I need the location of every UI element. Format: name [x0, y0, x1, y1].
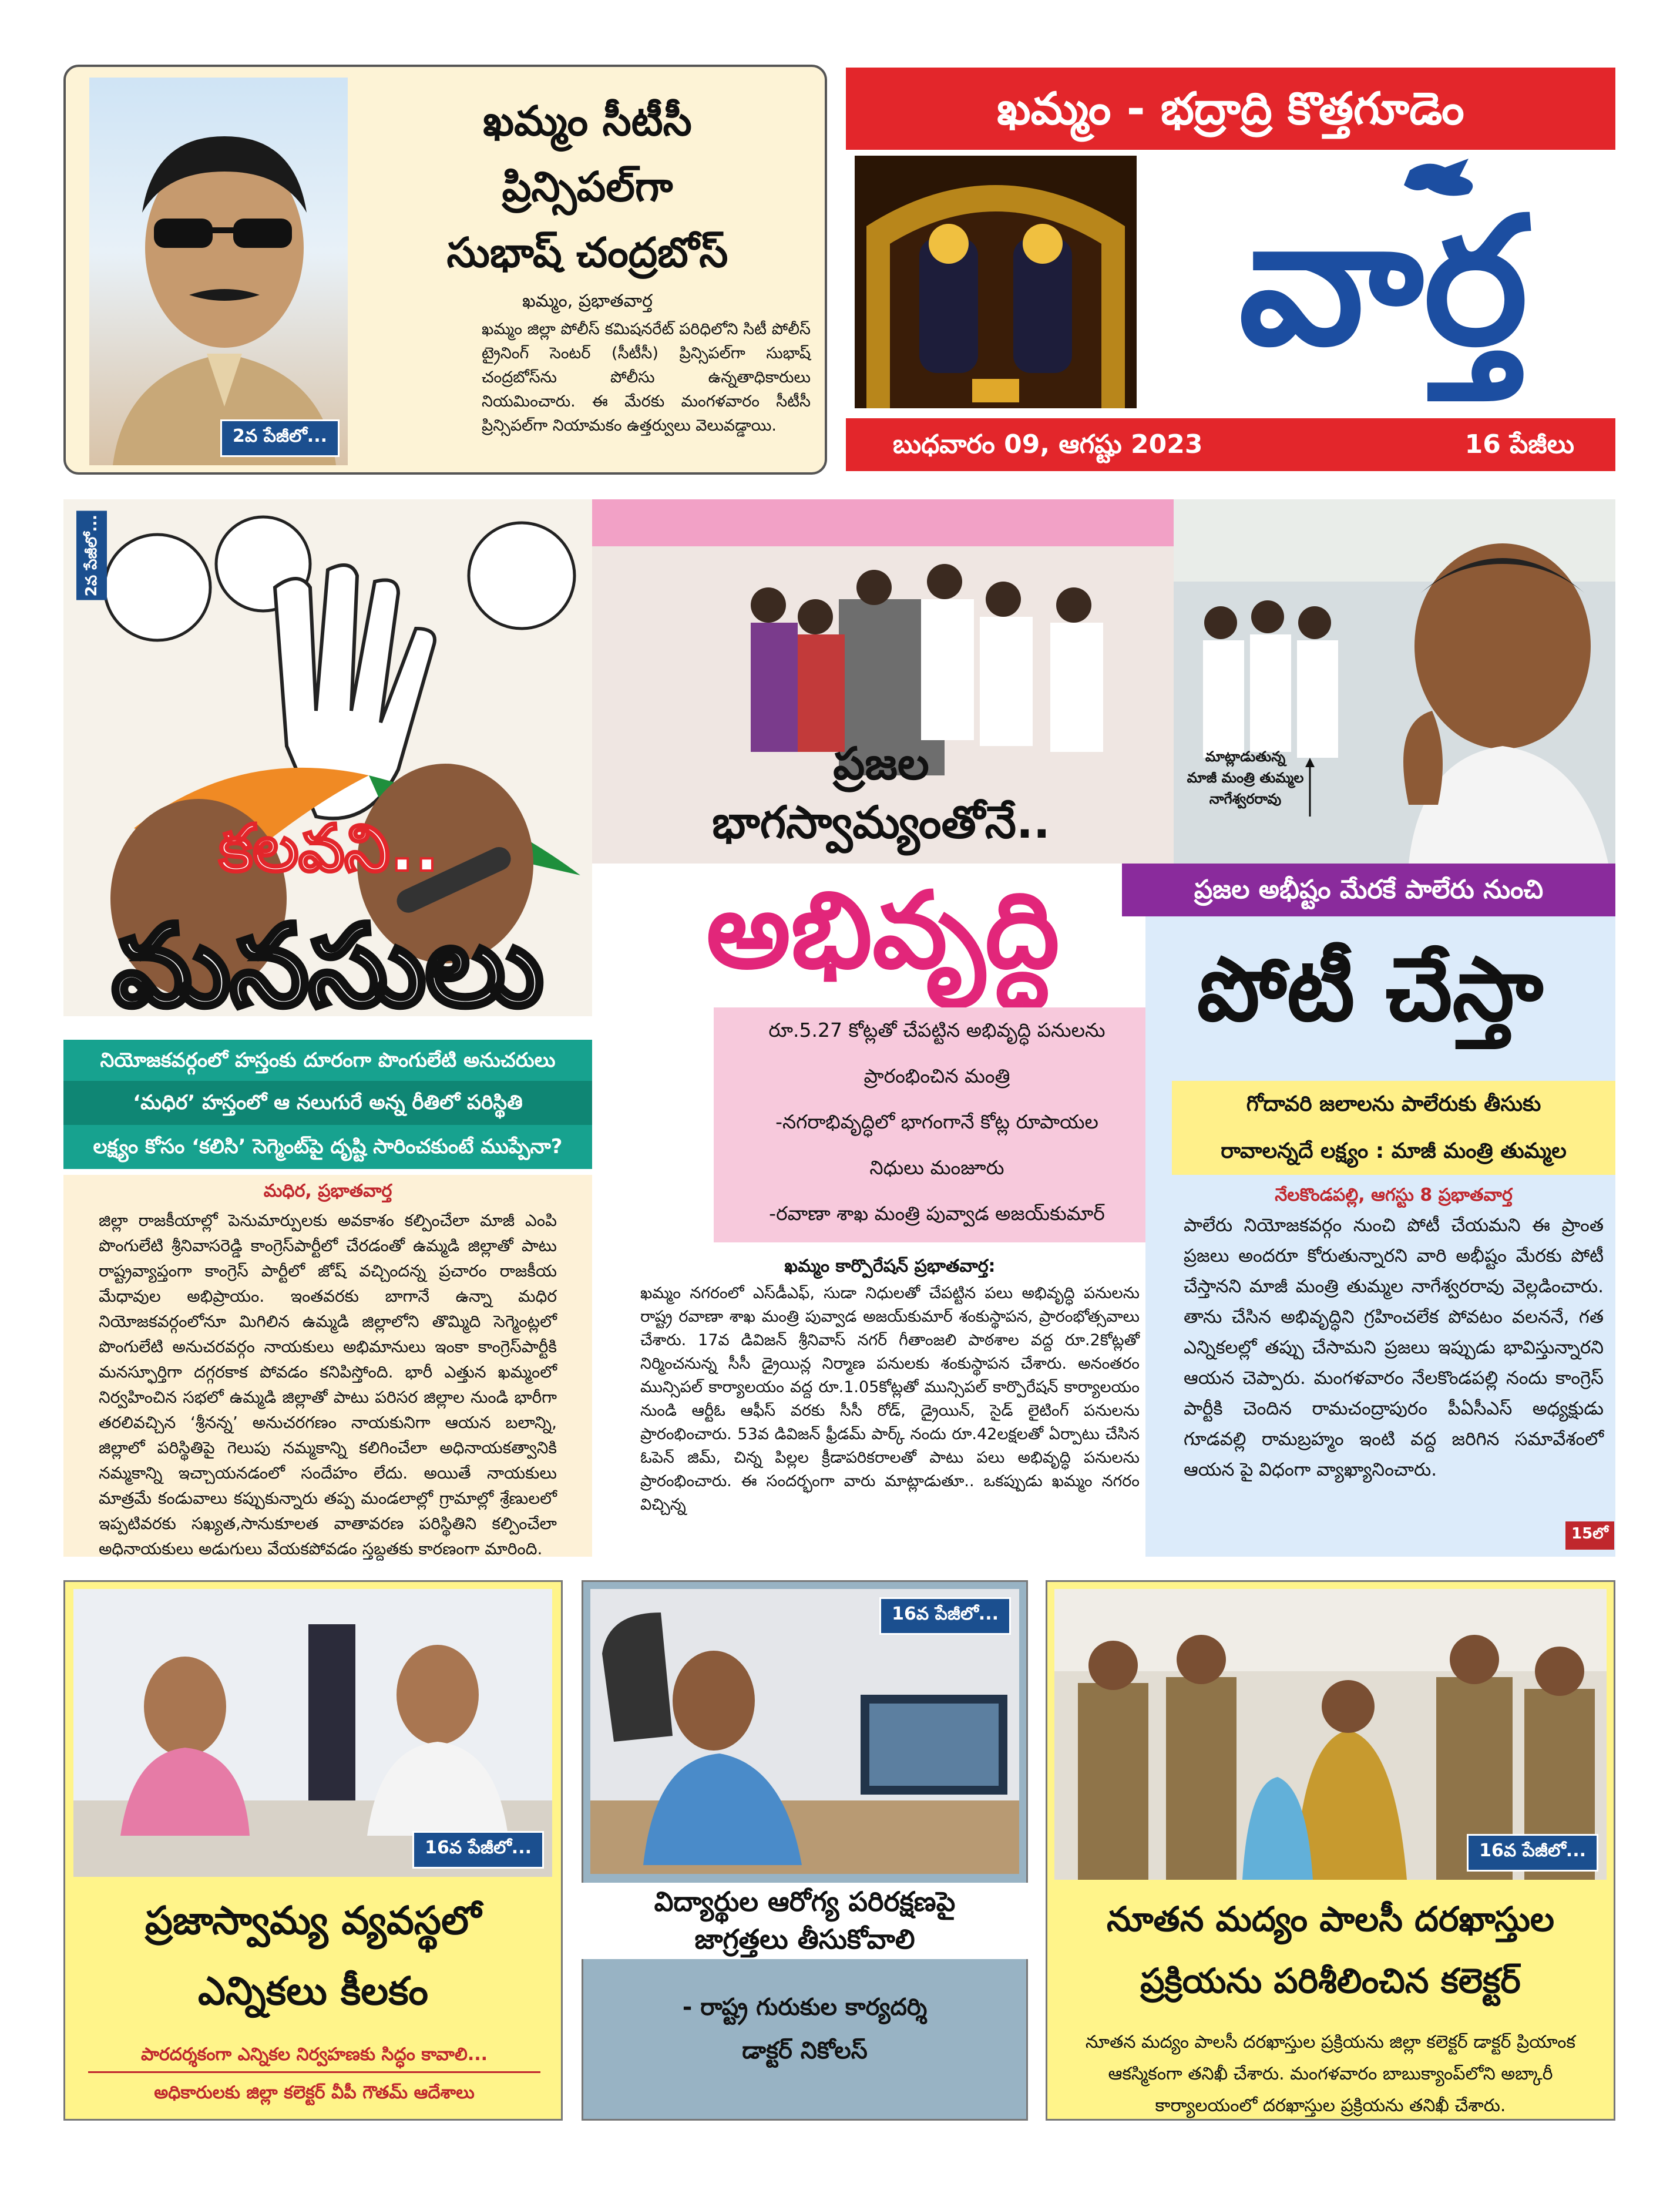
right-subheads	[1172, 1081, 1615, 1175]
left-subhead-3: లక్ష్యం కోసం ‘కలిసి’ సెగ్మెంట్‌పై దృష్టి సారించకుంటే ముప్పేనా?	[93, 1135, 563, 1158]
principal-page-ref[interactable]: 2వ పేజీలో...	[220, 419, 340, 457]
bottom-middle-headline	[582, 1883, 1028, 1959]
bottom-right-headline-2: ప్రక్రియను పరిశీలించిన కలెక్టర్	[1140, 1961, 1521, 2001]
right-body: పాలేరు నియోజకవర్గం నుంచి పోటీ చేయమని ఈ ప్రాంత ప్రజలు అందరూ కోరుతున్నారని వారి అభీష్టం మేరకు పోటీ చేస్తానని మాజీ మంత్రి తుమ్మల నాగేశ్వరరావు వెల్లడించారు. తాను చేసిన అభివృద్ధిని గ్రహించలేక పోవటం వలననే, గత ఎన్నికలల్లో తప్పు చేసామని ప్రజలు ఇప్పుడు భావిస్తున్నారని ఆయన చెప్పారు. మంగళవారం నేలకొండపల్లి నందు కాంగ్రెస్ పార్టీకి చెందిన రామచంద్రాపురం పీఏసీఎస్ అధ్యక్షుడు గూడవల్లి రామబ్రహ్మం ఇంటి వద్ద జరిగిన సమావేశంలో ఆయన పై విధంగా వ్యాఖ్యానించారు.	[1184, 1215, 1604, 1480]
center-dateline: ఖమ్మం కార్పొరేషన్ ప్రభాతవార్త:	[784, 1256, 996, 1276]
left-subhead-1: నియోజకవర్గంలో హస్తంకు దూరంగా పొంగులేటి అనుచరులు	[100, 1049, 556, 1072]
left-story-headline: మనసులు	[112, 901, 543, 1031]
bottom-right-body: నూతన మద్యం పాలసీ దరఖాస్తుల ప్రక్రియను జిల్లా కలెక్టర్ డాక్టర్ ప్రియాంక ఆకస్మికంగా తనిఖీ చేశారు. మంగళవారం బాబుక్యాంప్‌లోని అబ్కారీ కార్యాలయంలో దరఖాస్తుల ప్రక్రియను తనిఖీ చేశారు.	[1085, 2032, 1576, 2116]
bottom-left-photo	[73, 1589, 552, 1877]
left-story-body-box	[63, 1175, 592, 1557]
bottom-left-subhead-1: పారదర్శకంగా ఎన్నికల నిర్వహణకు సిద్ధం కావాలి...	[88, 2038, 540, 2073]
center-subhead-1: రూ.5.27 కోట్లతో చేపట్టిన అభివృద్ధి పనులను	[768, 1019, 1106, 1042]
bottom-middle-subhead-1: - రాష్ట్ర గురుకుల కార్యదర్శి	[682, 1994, 928, 2021]
bottom-right-page-ref[interactable]: 16వ పేజీలో...	[1467, 1834, 1598, 1872]
masthead-date: బుధవారం 09, ఆగష్టు 2023	[893, 429, 1203, 459]
center-headline: అభివృద్ధి	[592, 864, 1174, 999]
right-subhead-2: రావాలన్నదే లక్ష్యం : మాజీ మంత్రి తుమ్మల	[1221, 1139, 1567, 1163]
masthead-date-bar	[846, 418, 1615, 471]
principal-photo	[89, 78, 348, 465]
top-headline-line-1: ఖమ్మం సీటీసీ	[483, 97, 692, 145]
bottom-left-headline-1: ప్రజాస్వామ్య వ్యవస్థలో	[145, 1898, 482, 1943]
bottom-left-headline	[63, 1886, 563, 2027]
temple-deity-illustration	[855, 156, 1137, 408]
bottom-middle-page-ref[interactable]: 16వ పేజీలో...	[879, 1597, 1011, 1635]
bottom-left-headline-2: ఎన్నికలు కీలకం	[198, 1968, 428, 2014]
bottom-middle-headline-1: విద్యార్థుల ఆరోగ్య పరిరక్షణపై	[654, 1886, 956, 1917]
center-kicker	[617, 734, 1145, 852]
principal-portrait-illustration	[89, 78, 348, 465]
left-story-body: జిల్లా రాజకీయాల్లో పెనుమార్పులకు అవకాశం కల్పించేలా మాజీ ఎంపి పొంగులేటి శ్రీనివాసరెడ్డి కాంగ్రెస్‌పార్టీలో చేరడంతో ఉమ్మడి జిల్లాతో పాటు రాష్ట్రవ్యాప్తంగా కాంగ్రెస్ పార్టీలో జోష్ వచ్చిందన్న ప్రచారం రాజకీయ మేధావుల అభిప్రాయం. ఇంతవరకు బాగానే ఉన్నా మధిర నియోజకవర్గంలోనూ మిగిలిన ఉమ్మడి జిల్లాలోని తొమ్మిది సెగ్మెంట్లలో పొంగులేటి అనుచరవర్గం నాయకులు అభిమానులు ఇంకా కాంగ్రెస్‌పార్టీకి మనస్ఫూర్తిగా దగ్గరకాక పోవడం కనిపిస్తోంది. భారీ ఎత్తున ఖమ్మంలో నిర్వహించిన సభలో ఉమ్మడి జిల్లాతో పాటు పరిసర జిల్లాల నుండి భారీగా తరలివచ్చిన ‘శ్రీనన్న’ అనుచరగణం నాయకునిగా ఆయన బలాన్ని, జిల్లాలో పరిస్థితిపై గెలుపు నమ్మకాన్ని కలిగించేలా అధినాయకత్వానికి నమ్మకాన్ని ఇచ్చాయనడంలో సందేహం లేదు. అయితే నాయకులు మాత్రమే కండువాలు కప్పుకున్నారు తప్ప మండలాల్లో గ్రామాల్లో శ్రేణులలో ఇప్పటివరకు సఖ్యత,సానుకూలత వాతావరణ పరిస్థితిని కల్పించేలా అధినాయకులు అడుగులు వేయకపోవడం స్తబ్దతకు కారణంగా మారింది.	[99, 1211, 557, 1558]
center-subhead-3: -నగరాభివృద్ధిలో భాగంగానే కోట్ల రూపాయల	[775, 1110, 1098, 1133]
top-story-dateline: ఖమ్మం, ప్రభాతవార్త	[522, 291, 653, 311]
left-story-dateline: మధిర, ప్రభాతవార్త	[263, 1181, 392, 1201]
center-subhead-2: ప్రారంభించిన మంత్రి	[863, 1064, 1010, 1087]
masthead-logo	[1151, 153, 1615, 411]
bottom-middle-headline-2: జాగ్రత్తలు తీసుకోవాలి	[694, 1923, 915, 1955]
right-caption-line-3: నాగేశ్వరరావు	[1209, 791, 1282, 807]
center-subheads	[714, 1007, 1160, 1242]
right-caption-line-2: మాజీ మంత్రి తుమ్మల	[1187, 770, 1304, 786]
top-story-headline	[364, 88, 811, 285]
bottom-left-subhead-2: అధికారులకు జిల్లా కలెక్టర్ వీపీ గౌతమ్ ఆదేశాలు	[154, 2082, 475, 2103]
bottom-middle-subheads	[582, 1986, 1028, 2072]
center-story-text	[640, 1251, 1140, 1557]
right-subhead-1: గోదావరి జలాలను పాలేరుకు తీసుకు	[1246, 1092, 1541, 1116]
bottom-left-page-ref[interactable]: 16వ పేజీలో...	[412, 1831, 544, 1869]
top-story-body: ఖమ్మం జిల్లా పోలీస్ కమిషనరేట్ పరిధిలోని సిటీ పోలీస్ ట్రైనింగ్ సెంటర్ (సీటీసీ) ప్రిన్సిపల్‌గా సుభాష్ చంద్రబోస్‌ను పోలీసు ఉన్నతాధికారులు నియమించారు. ఈ మేరకు మంగళవారం సీటీసీ ప్రిన్సిపల్‌గా నియామకం ఉత్తర్వులు వెలువడ్డాయి.	[482, 320, 811, 435]
right-photo-caption	[1172, 746, 1319, 809]
masthead-title: వార్త	[1238, 179, 1528, 384]
left-subhead-2: ‘మధిర’ హస్తంలో ఆ నలుగురే అన్న రీతిలో పరిస్థితి	[63, 1081, 592, 1125]
center-kicker-line-2: భాగస్వామ్యంతోనే..	[712, 796, 1050, 848]
deity-photo	[855, 156, 1137, 408]
left-side-page-ref[interactable]: 2వ పేజీలో...	[76, 511, 107, 600]
center-subhead-5: -రవాణా శాఖ మంత్రి పువ్వాడ అజయ్‌కుమార్	[769, 1202, 1105, 1225]
right-dateline: నేలకొండపల్లి, ఆగస్టు 8 ప్రభాతవార్త	[1275, 1185, 1513, 1205]
right-kicker: ప్రజల అభీష్టం మేరకే పాలేరు నుంచి	[1122, 864, 1615, 916]
bottom-middle-subhead-2: డాక్టర్ నికోలస్	[742, 2037, 868, 2064]
center-kicker-line-1: ప్రజల	[833, 737, 929, 790]
caption-arrow-icon	[1304, 758, 1316, 817]
left-story-kicker: కలవని..	[219, 811, 439, 886]
bottom-middle-photo	[590, 1589, 1019, 1874]
right-caption-line-1: మాట్లాడుతున్న	[1205, 748, 1286, 765]
center-subhead-4: నిధులు మంజూరు	[869, 1156, 1004, 1179]
top-headline-line-3: సుభాష్ చంద్రబోస్	[446, 229, 728, 277]
bottom-right-headline-1: నూతన మద్యం పాలసీ దరఖాస్తుల	[1106, 1899, 1555, 1939]
bottom-right-photo	[1054, 1589, 1607, 1880]
right-page-ref[interactable]: 15లో	[1565, 1521, 1614, 1550]
bottom-right-headline	[1046, 1889, 1615, 2012]
top-headline-line-2: ప్రిన్సిపల్‌గా	[502, 163, 673, 211]
center-body: ఖమ్మం నగరంలో ఎస్‌డీఎఫ్, సుడా నిధులతో చేపట్టిన పలు అభివృద్ధి పనులను రాష్ట్ర రవాణా శాఖ మంత్రి పువ్వాడ అజయ్‌కుమార్ శంకుస్థాపన, ప్రారంభోత్సవాలు చేశారు. 17వ డివిజన్ శ్రీనివాస్ నగర్ గీతాంజలి పాఠశాల వద్ద రూ.2కోట్లతో నిర్మించనున్న సీసీ డ్రైయిన్ల నిర్మాణ పనులకు శంకుస్థాపన చేశారు. అనంతరం మున్సిపల్ కార్యాలయం వద్ద రూ.1.05కోట్లతో మున్సిపల్ కార్పొరేషన్ కార్యాలయం నుండి ఆర్టీఓ ఆఫీస్ వరకు సీసీ రోడ్, డ్రైయిన్, సైడ్ లైటింగ్ పనులను ప్రారంభించారు. 53వ డివిజన్ ఫ్రీడమ్ పార్క్ నందు రూ.42లక్షలతో ఏర్పాటు చేసిన ఓపెన్ జిమ్, చిన్న పిల్లల క్రీడాపరికరాలతో పాటు పలు అభివృద్ధి పనులను ప్రారంభించారు. ఈ సందర్భంగా వారు మాట్లాడుతూ.. ఒకప్పుడు ఖమ్మం నగరం విచ్చిన్న	[640, 1284, 1140, 1514]
right-story-text	[1184, 1181, 1604, 1557]
left-story-subheads	[63, 1040, 592, 1169]
right-headline: పోటీ చేస్తా	[1197, 939, 1544, 1041]
masthead-region-banner: ఖమ్మం - భద్రాద్రి కొత్తగూడెం	[846, 68, 1615, 150]
masthead-page-count: 16 పేజీలు	[1464, 429, 1574, 459]
